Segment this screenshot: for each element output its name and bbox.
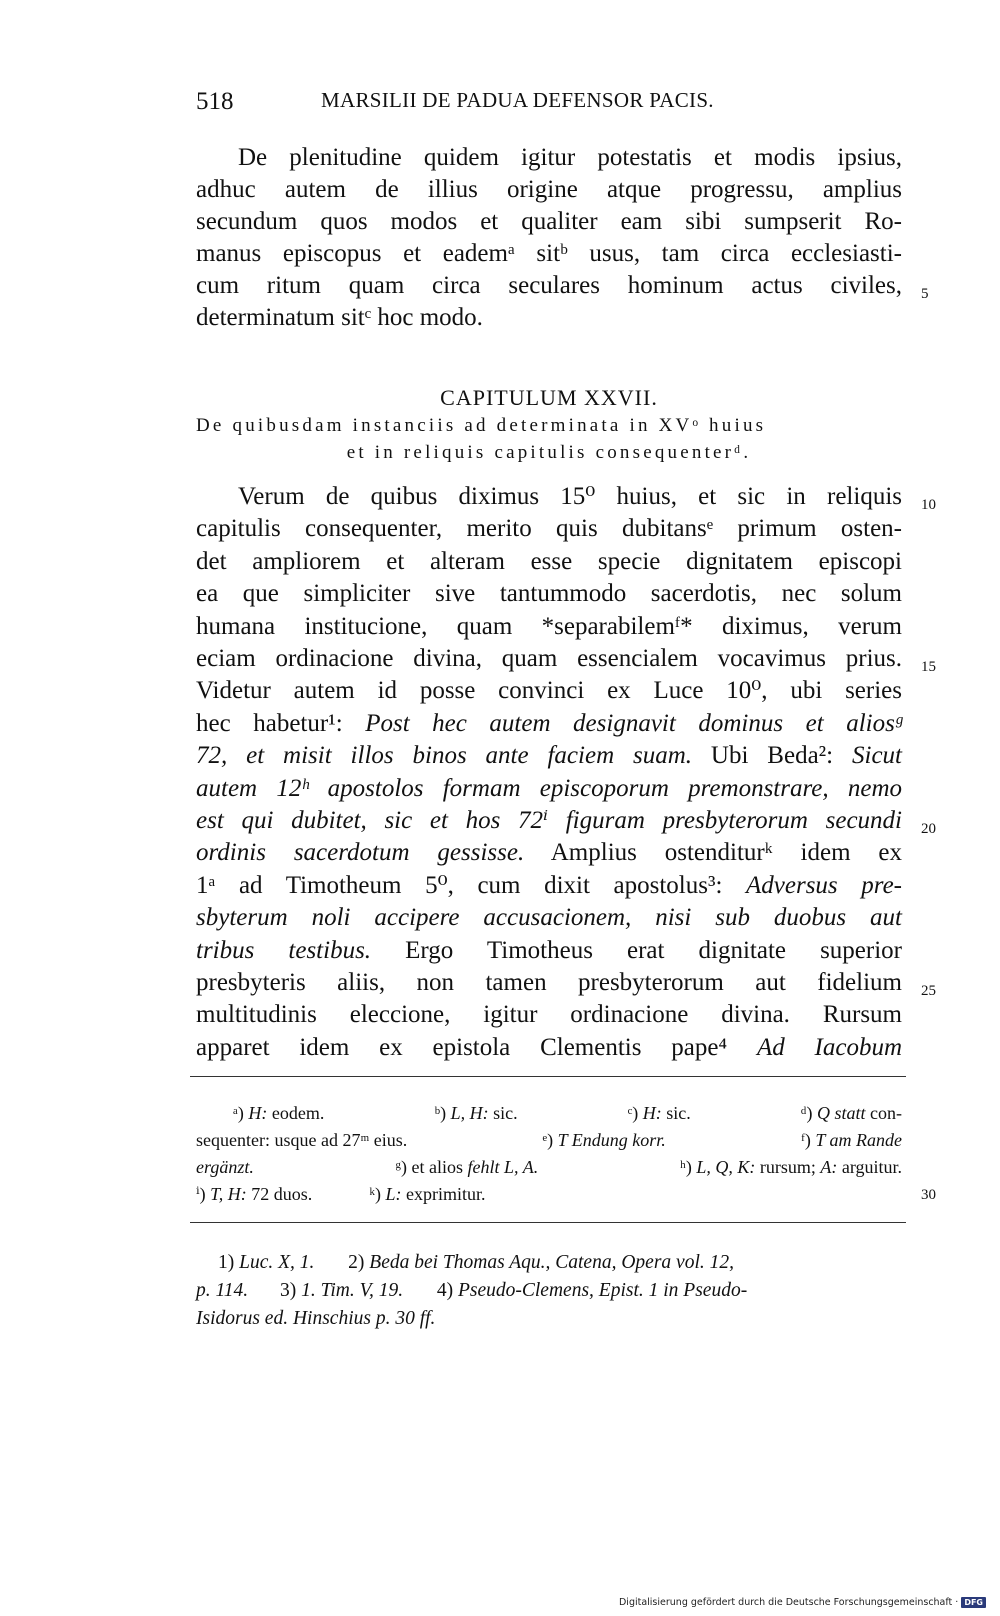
text-line: secundum quos modos et qualiter eam sibi sumpserit Ro- [196,208,902,235]
text-run: multitudinis eleccione, igitur ordinacione divina. Rursum [196,1001,902,1029]
text-line [196,804,902,837]
source-note: Luc. X, 1. [239,1252,315,1273]
page-header [196,88,896,124]
quotation-run: ordinis sacerdotum gessisse. [196,839,525,867]
line-number: 10 [921,497,936,513]
apparatus-note: ᶜ) H: sic. [627,1103,691,1123]
text-line: determinatum sitᶜ hoc modo. [196,304,483,331]
source-note: Isidorus ed. Hinschius p. 30 ff. [196,1308,436,1329]
apparatus-note: ᵍ) et alios fehlt L, A. [395,1157,539,1177]
quotation-run: Post hec autem designavit dominus et aliosᵍ [365,709,902,737]
line-number: 20 [921,821,936,837]
quotation-run: 72, et misit illos binos ante faciem suam. [196,742,693,770]
digitization-credit [619,1597,986,1608]
line-number: 5 [921,286,929,302]
text-line [196,836,902,869]
apparatus-note: ᶠ) T am Rande [801,1130,902,1150]
text-line: Verum de quibus diximus 15⁰ huius, et sic in reliquis [238,483,902,510]
text-line: ea que simpliciter sive tantummodo sacerdotis, nec solum [196,580,902,608]
text-run: Ubi Beda²: [692,742,852,770]
credit-text: Digitalisierung gefördert durch die Deutsche Forschungsgemeinschaft · [618,1597,959,1608]
source-line: p. 114. 3) 1. Tim. V, 19. 4) Pseudo-Clemens, Epist. 1 in Pseudo- [196,1280,748,1301]
apparatus-note: ᵈ) Q statt con- [800,1103,902,1123]
quotation-run: Sicut [852,742,902,770]
text-line [196,739,902,772]
quotation-run: tribus testibus. [196,936,372,964]
text-run: 1ᵃ ad Timotheum 5⁰, cum dixit apostolus³: [196,871,747,899]
apparatus-note: sequenter: usque ad 27ᵐ eius. [196,1130,408,1150]
text-line: manus episcopus et eademᵃ sitᵇ usus, tam circa ecclesiasti- [196,240,902,267]
source-note: p. 114. [196,1280,249,1301]
apparatus-note: ᵉ) T Endung korr. [542,1130,666,1150]
apparatus-note: ⁱ) T, H: 72 duos. [196,1184,313,1204]
text-line [196,966,902,999]
running-title: MARSILII DE PADUA DEFENSOR PACIS. [321,88,714,112]
text-line: det ampliorem et alteram esse specie dignitatem episcopi [196,547,902,575]
text-line [196,1031,902,1064]
text-line: adhuc autem de illius origine atque progressu, amplius [196,176,902,203]
chapter-subtitle-line-2: et in reliquis capitulis consequenterᵈ. [346,442,752,463]
line-number: 15 [921,659,936,675]
source-note: Pseudo-Clemens, Epist. 1 in Pseudo- [457,1280,748,1301]
text-run: Ergo Timotheus erat dignitate superior [371,936,902,964]
quotation-run: sbyterum noli accipere accusacionem, nisi sub duobus aut [196,904,902,932]
text-line [196,772,902,805]
text-line: De plenitudine quidem igitur potestatis et modis ipsius, [238,144,902,171]
line-number: 30 [921,1187,936,1203]
quotation-run: Ad Iacobum [756,1033,902,1061]
footnote-divider [190,1222,906,1223]
text-line: cum ritum quam circa seculares hominum actus civiles, [196,272,902,299]
apparatus-note: ᵃ) H: eodem. [233,1103,325,1123]
source-note: Beda bei Thomas Aqu., Catena, Opera vol. 12, [369,1252,734,1273]
source-line [196,1304,902,1333]
text-line [196,934,902,967]
text-line [196,998,902,1031]
text-run: presbyteris aliis, non tamen presbyterorum aut fidelium [196,969,902,996]
source-line: 1) Luc. X, 1. 2) Beda bei Thomas Aqu., Catena, Opera vol. 12, [218,1252,734,1273]
apparatus-note: ᵏ) L: exprimitur. [369,1184,486,1204]
apparatus-line [233,1100,902,1127]
text-line: humana institucione, quam *separabilemᶠ* diximus, verum [196,612,902,640]
apparatus-note: ʰ) L, Q, K: rursum; A: arguitur. [680,1157,902,1177]
apparatus-line [196,1127,902,1154]
source-note: 1. Tim. V, 19. [301,1280,404,1301]
apparatus-line [196,1181,902,1208]
quotation-run: autem 12ʰ apostolos formam episcoporum premonstrare, nemo [196,774,902,802]
text-run: hec habetur¹: [196,709,366,737]
text-line [196,901,902,934]
quotation-run: est qui dubitet, sic et hos 72ⁱ figuram presbyterorum secundi [196,807,902,834]
line-number: 25 [921,983,936,999]
text-run: Amplius ostenditurᵏ idem ex [524,839,902,867]
text-run: apparet idem ex epistola Clementis pape⁴ [196,1033,757,1061]
text-line [196,869,902,902]
text-line [196,707,902,740]
text-line: capitulis consequenter, merito quis dubitansᵉ primum osten- [196,515,902,543]
apparatus-note: ergänzt. [196,1157,254,1177]
footnote-divider [190,1076,906,1077]
chapter-subtitle-line-1: De quibusdam instanciis ad determinata in XVᵒ huius [196,415,767,436]
quotation-run: Adversus pre- [746,871,902,899]
page-number: 518 [196,88,234,115]
text-line: eciam ordinacione divina, quam essencialem vocavimus prius. [196,645,902,672]
dfg-logo-icon: DFG [961,1597,986,1608]
text-line: Videtur autem id posse convinci ex Luce 10⁰, ubi series [196,677,902,705]
apparatus-note: ᵇ) L, H: sic. [434,1103,518,1123]
chapter-title: CAPITULUM XXVII. [440,385,658,410]
apparatus-line [196,1154,902,1181]
